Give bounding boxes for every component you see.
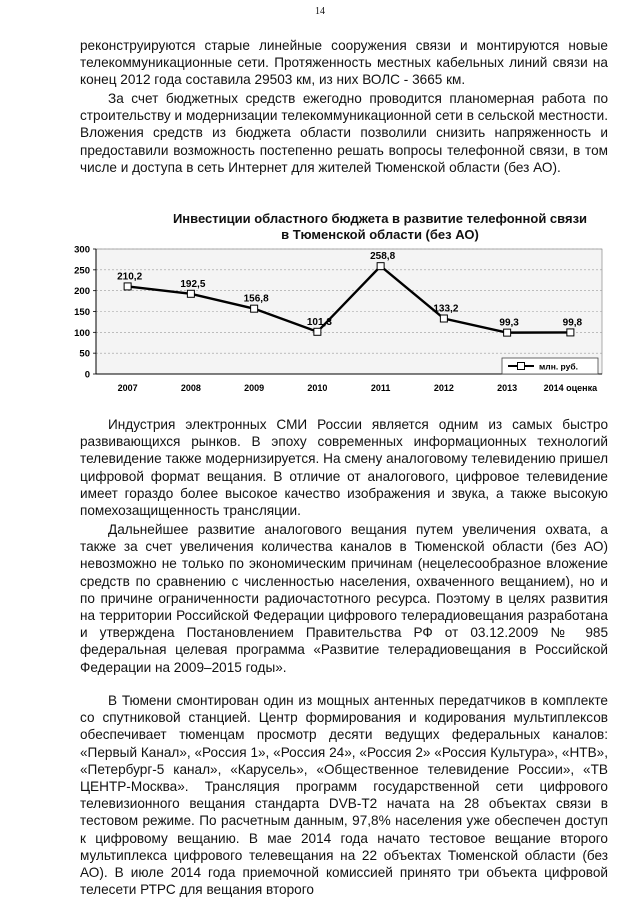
data-label: 210,2 [117, 271, 143, 283]
data-point [567, 329, 574, 336]
data-point [377, 263, 384, 270]
x-tick-label: 2009 [244, 383, 265, 393]
data-point [251, 305, 258, 312]
y-axis [74, 245, 96, 381]
x-axis [96, 374, 602, 393]
x-tick-label: 2010 [307, 383, 328, 393]
data-label: 258,8 [370, 251, 396, 263]
line-chart [60, 243, 620, 395]
legend [502, 358, 598, 374]
paragraph-5: В Тюмени смонтирован один из мощных антенных передатчиков в комплекте со спутниковой станцией. Центр формирования и кодирования мультиплексов обеспечивает тюменцам просмотр десяти ведущих федеральных каналов: «Первый Канал», «Россия 1», «Россия 24», «Россия 2» «Россия Культура», «НТВ», «Петербург-5 канал», «Карусель», «Общественное телевидение России», «ТВ ЦЕНТР-Москва». Трансляция программ государственной сети цифрового телевизионного вещания стандарта DVB-T2 начата на 28 объектах связи в тестовом режиме. По расчетным данным, 97,8% населения уже обеспечен доступ к цифровому вещанию. В мае 2014 года начато тестовое вещание второго мультиплекса цифрового телевещания на 22 объектах Тюменской области (без АО). В июле 2014 года приемочной комиссией принято три объекта цифровой телесети РТРС для вещания второго [80, 693, 608, 898]
data-label: 99,3 [499, 317, 519, 329]
y-tick-label: 300 [74, 244, 90, 256]
x-tick-label: 2011 [370, 383, 391, 393]
y-tick-label: 200 [74, 286, 90, 298]
x-tick-label: 2014 оценка [543, 383, 598, 393]
chart-title-line-1: Инвестиции областного бюджета в развитие телефонной связи [172, 211, 588, 226]
data-label: 101,3 [306, 316, 332, 328]
page-number: 14 [315, 6, 325, 17]
data-label: 133,2 [433, 303, 459, 315]
paragraph-4: Дальнейшее развитие аналогового вещания путем увеличения охвата, а также за счет увеличения количества каналов в Тюменской области (без АО) невозможно не только по экономическим причинам (нецелесообразное вложение средств по сравнению с численностью населения, охваченного вещанием), но и по причине ограниченности радиочастотного ресурса. Поэтому в целях развития на территории Российской Федерации цифрового телерадиовещания разработана и утверждена Постановлением Правительства РФ от 03.12.2009 № 985 федеральная целевая программа «Развитие телерадиовещания в Российской Федерации на 2009–2015 годы». [80, 522, 608, 675]
data-point [440, 315, 447, 322]
chart-title [80, 211, 640, 243]
y-tick-label: 250 [74, 265, 90, 277]
legend-marker [518, 363, 525, 370]
x-tick-label: 2007 [117, 383, 138, 393]
x-tick-label: 2008 [180, 383, 201, 393]
data-label: 156,8 [243, 293, 269, 305]
x-tick-label: 2013 [497, 383, 518, 393]
y-tick-label: 50 [79, 348, 90, 360]
x-tick-label: 2012 [433, 383, 454, 393]
data-point [504, 329, 511, 336]
chart-title-line-2: в Тюменской области (без АО) [281, 227, 479, 242]
data-point [124, 283, 131, 290]
paragraph-2: За счет бюджетных средств ежегодно проводится планомерная работа по строительству и модернизации телекоммуникационной сети в сельской местности. Вложения средств из бюджета области позволили снизить напряженность и предоставили возможность постепенно решать вопросы телефонной связи, в том числе и доступа в сеть Интернет для жителей Тюменской области (без АО). [80, 91, 608, 175]
legend-label: млн. руб. [539, 361, 578, 372]
y-tick-label: 0 [84, 369, 90, 381]
paragraph-3: Индустрия электронных СМИ России является одним из самых быстро развивающихся рынков. В эпоху современных информационных технологий телевидение также модернизируется. На смену аналоговому телевидению пришел цифровой формат вещания. В отличие от аналогового, цифровое телевидение имеет гораздо более высокое качество изображения и звука, а также высокую помехозащищенность трансляции. [80, 417, 608, 519]
data-label: 192,5 [180, 278, 206, 290]
y-tick-label: 100 [74, 327, 90, 339]
y-tick-label: 150 [74, 307, 90, 318]
data-point [187, 290, 194, 297]
data-point [314, 328, 321, 335]
data-label: 99,8 [562, 317, 583, 329]
paragraph-1: реконструируются старые линейные сооружения связи и монтируются новые телекоммуникационные сети. Протяженность местных кабельных линий связи на конец 2012 года составила 29503 км, из них ВОЛС - 3665 км. [80, 38, 608, 88]
